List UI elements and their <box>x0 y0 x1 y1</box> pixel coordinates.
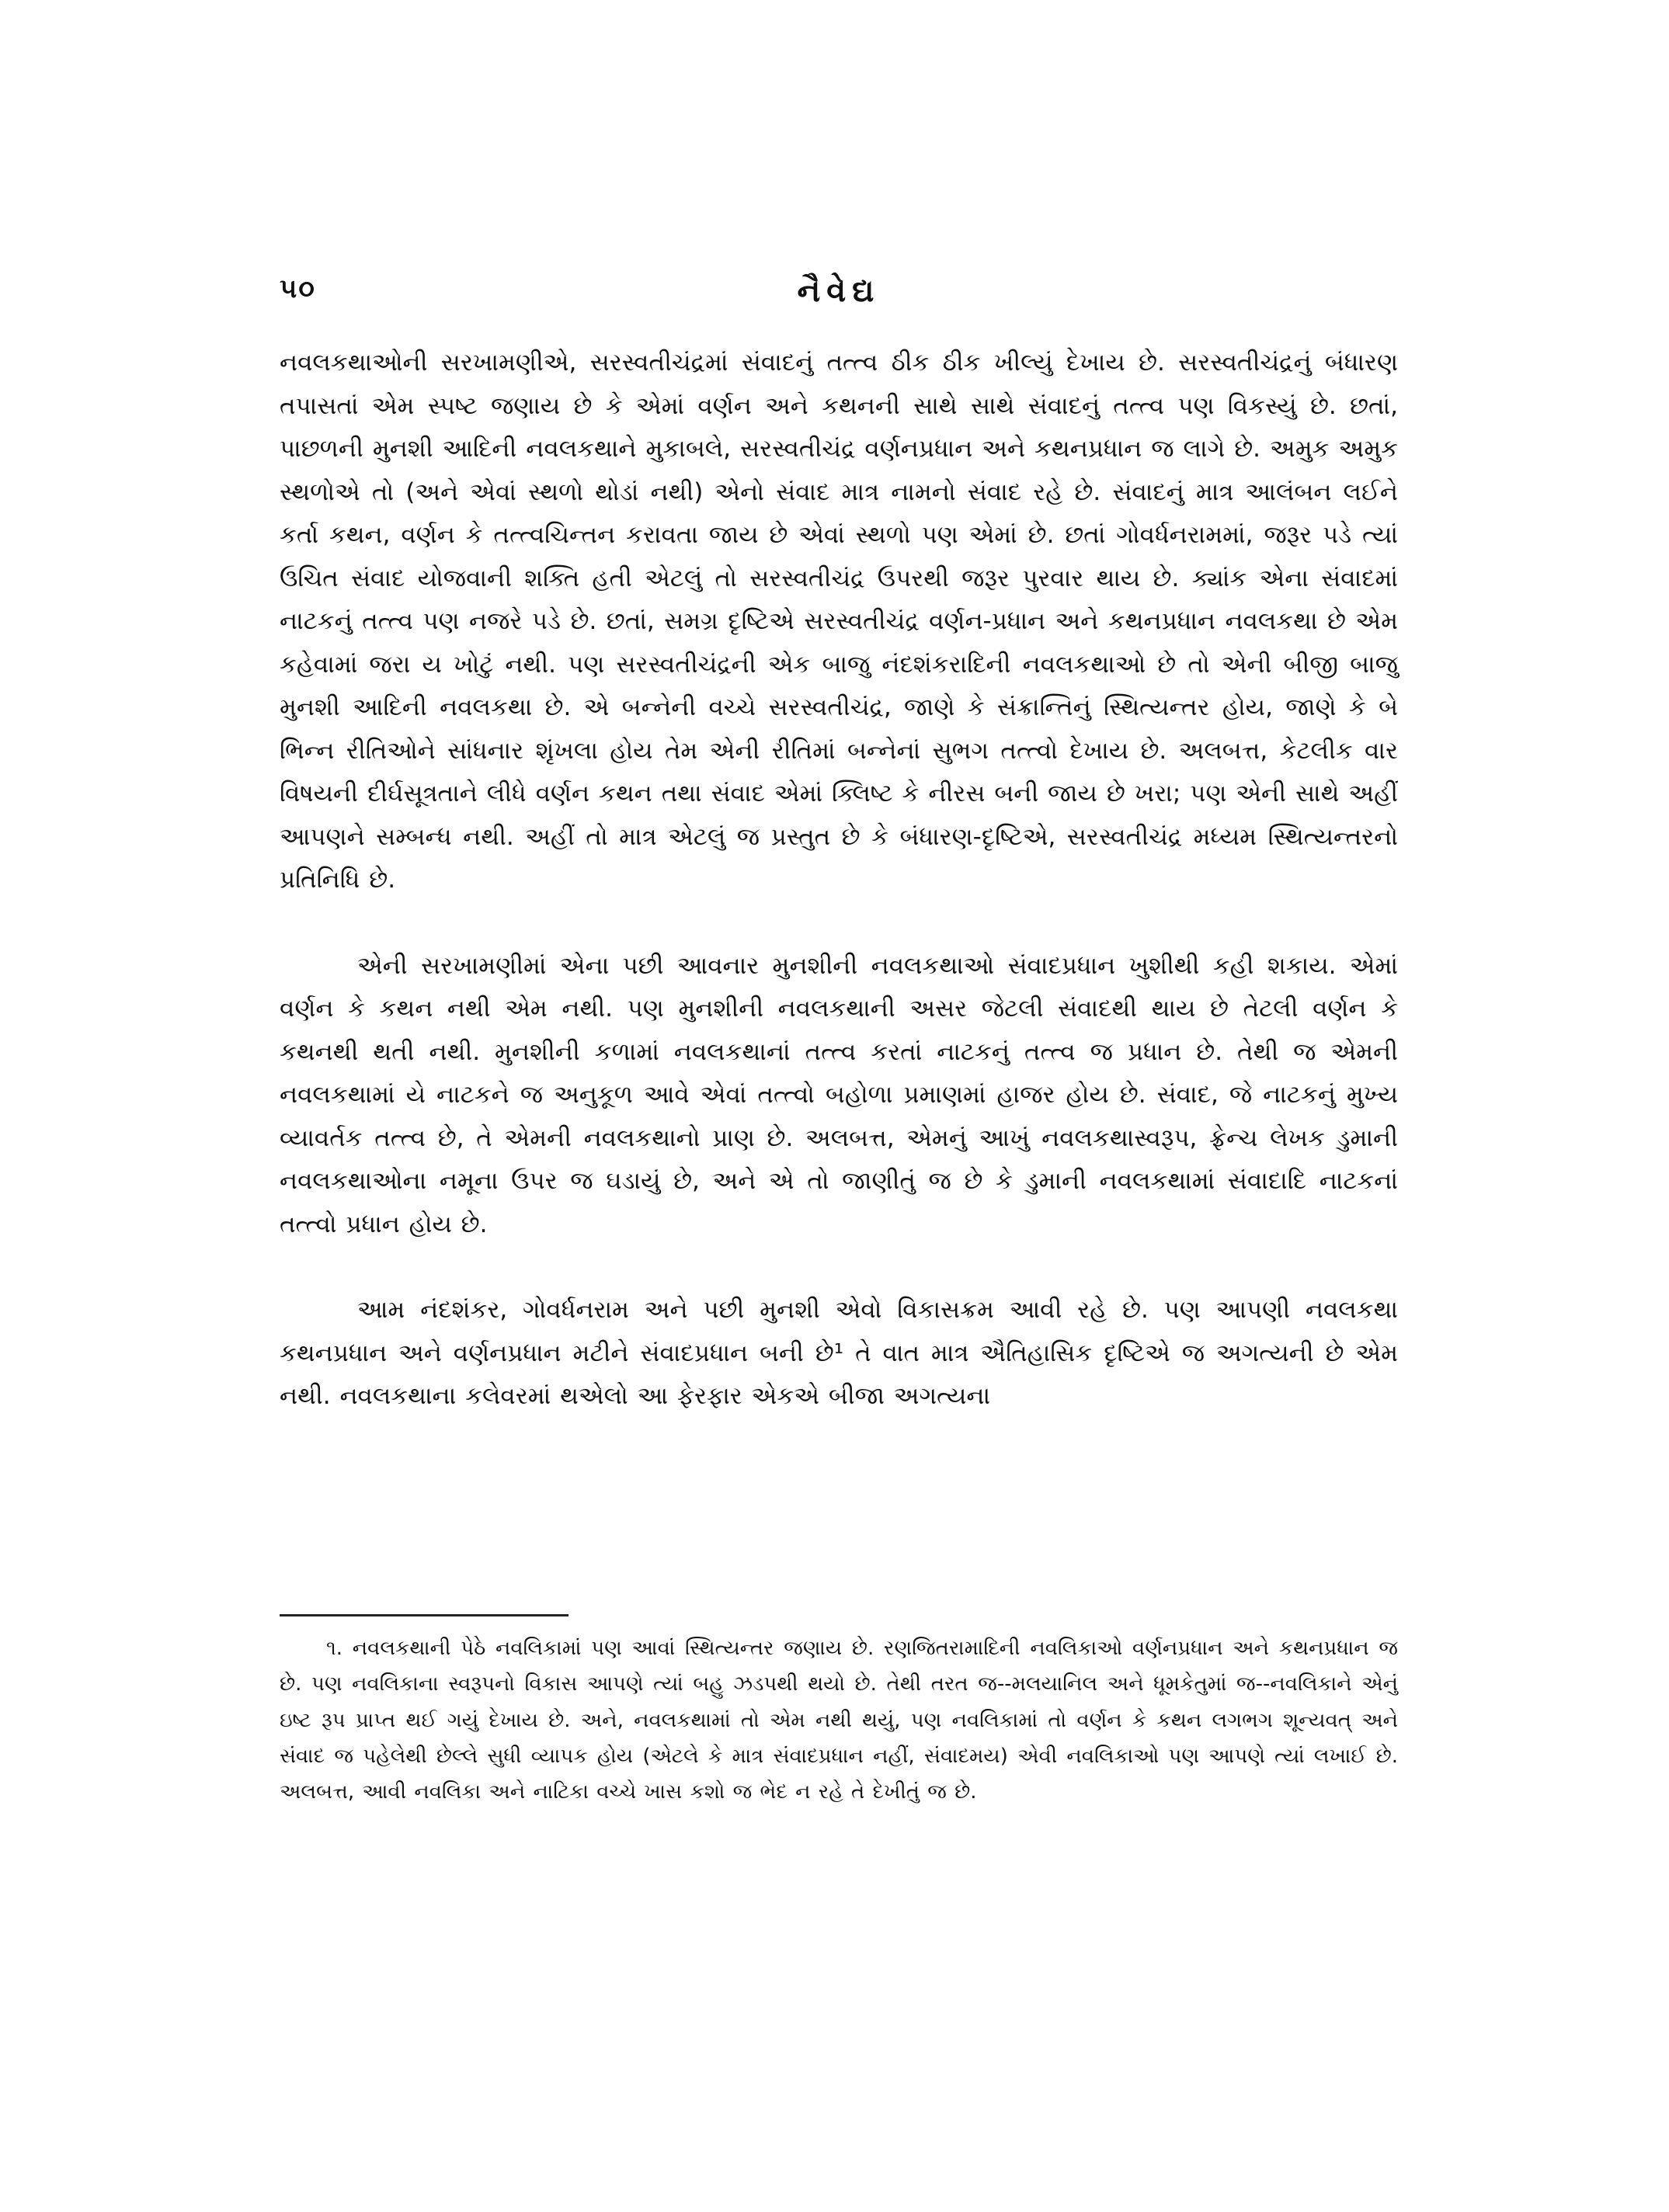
running-title: નૈવેદ્ય <box>797 273 881 309</box>
paragraph-1: નવલકથાઓની સરખામણીએ, સરસ્વતીચંદ્રમાં સંવાદનું તત્ત્વ ઠીક ઠીક ખીલ્યું દેખાય છે. સરસ્વતીચંદ્રનું બંધારણ તપાસતાં એમ સ્પષ્ટ જણાય છે કે એમાં વર્ણન અને કથનની સાથે સાથે સંવાદનું તત્ત્વ પણ વિકસ્યું છે. છતાં, પાછળની મુનશી આદિની નવલકથાને મુકાબલે, સરસ્વતીચંદ્ર વર્ણનપ્રધાન અને કથનપ્રધાન જ લાગે છે. અમુક અમુક સ્થળોએ તો (અને એવાં સ્થળો થોડાં નથી) એનો સંવાદ માત્ર નામનો સંવાદ રહે છે. સંવાદનું માત્ર આલંબન લઈને કર્તા કથન, વર્ણન કે તત્ત્વચિન્તન કરાવતા જાય છે એવાં સ્થળો પણ એમાં છે. છતાં ગોવર્ધનરામમાં, જરૂર પડે ત્યાં ઉચિત સંવાદ યોજવાની શક્તિ હતી એટલું તો સરસ્વતીચંદ્ર ઉપરથી જરૂર પુરવાર થાય છે. ક્યાંક એના સંવાદમાં નાટકનું તત્ત્વ પણ નજરે પડે છે. છતાં, સમગ્ર દૃષ્ટિએ સરસ્વતીચંદ્ર વર્ણન-પ્રધાન અને કથનપ્રધાન નવલકથા છે એમ કહેવામાં જરા ય ખોટું નથી. પણ સરસ્વતીચંદ્રની એક બાજુ નંદશંકરાદિની નવલકથાઓ છે તો એની બીજી બાજુ મુનશી આદિની નવલકથા છે. એ બન્નેની વચ્ચે સરસ્વતીચંદ્ર, જાણે કે સંક્રાન્તિનું સ્થિત્યન્તર હોય, જાણે કે બે ભિન્ન રીતિઓને સાંધનાર શૃંખલા હોય તેમ એની રીતિમાં બન્નેનાં સુભગ તત્ત્વો દેખાય છે. અલબત્ત, કેટલીક વાર વિષયની દીર્ઘસૂત્રતાને લીધે વર્ણન કથન તથા સંવાદ એમાં ક્લિષ્ટ કે નીરસ બની જાય છે ખરા; પણ એની સાથે અહીં આપણને સમ્બન્ધ નથી. અહીં તો માત્ર એટલું જ પ્રસ્તુત છે કે બંધારણ-દૃષ્ટિએ, સરસ્વતીચંદ્ર મધ્યમ સ્થિત્યન્તરનો પ્રતિનિધિ છે. <box>280 349 1398 894</box>
paragraph-2: એની સરખામણીમાં એના પછી આવનાર મુનશીની નવલકથાઓ સંવાદપ્રધાન ખુશીથી કહી શકાય. એમાં વર્ણન કે કથન નથી એમ નથી. પણ મુનશીની નવલકથાની અસર જેટલી સંવાદથી થાય છે તેટલી વર્ણન કે કથનથી થતી નથી. મુનશીની કળામાં નવલકથાનાં તત્ત્વ કરતાં નાટકનું તત્ત્વ જ પ્રધાન છે. તેથી જ એમની નવલકથામાં યે નાટકને જ અનુકૂળ આવે એવાં તત્ત્વો બહોળા પ્રમાણમાં હાજર હોય છે. સંવાદ, જે નાટકનું મુખ્ય વ્યાવર્તક તત્ત્વ છે, તે એમની નવલકથાનો પ્રાણ છે. અલબત્ત, એમનું આખું નવલકથાસ્વરૂપ, ફ્રેન્ચ લેખક ડુમાની નવલકથાઓના નમૂના ઉપર જ ઘડાયું છે, અને એ તો જાણીતું જ છે કે ડુમાની નવલકથામાં સંવાદાદિ નાટકનાં તત્ત્વો પ્રધાન હોય છે. <box>280 951 1398 1238</box>
footnote-divider <box>280 1614 569 1616</box>
page-header <box>280 273 1398 320</box>
page-number: ૫૦ <box>280 273 316 304</box>
main-text <box>280 342 1398 1419</box>
paragraph-3: આમ નંદશંકર, ગોવર્ધનરામ અને પછી મુનશી એવો વિકાસક્રમ આવી રહે છે. પણ આપણી નવલકથા કથનપ્રધાન અને વર્ણનપ્રધાન મટીને સંવાદપ્રધાન બની છે¹ તે વાત માત્ર ઐતિહાસિક દૃષ્ટિએ જ અગત્યની છે એમ નથી. નવલકથાના કલેવરમાં થએલો આ ફેરફાર એકએ બીજા અગત્યના <box>280 1296 1398 1410</box>
footnote: ૧. નવલકથાની પેઠે નવલિકામાં પણ આવાં સ્થિત્યન્તર જણાય છે. રણજિતરામાદિની નવલિકાઓ વર્ણનપ્રધાન અને કથનપ્રધાન જ છે. પણ નવલિકાના સ્વરૂપનો વિકાસ આપણે ત્યાં બહુ ઝડપથી થયો છે. તેથી તરત જ--મલયાનિલ અને ધૂમકેતુમાં જ--નવલિકાને એનું ઇષ્ટ રૂપ પ્રાપ્ત થઈ ગયું દેખાય છે. અને, નવલકથામાં તો એમ નથી થયું, પણ નવલિકામાં તો વર્ણન કે કથન લગભગ શૂન્યવત્ અને સંવાદ જ પહેલેથી છેલ્લે સુધી વ્યાપક હોય (એટલે કે માત્ર સંવાદપ્રધાન નહીં, સંવાદમય) એવી નવલિકાઓ પણ આપણે ત્યાં લખાઈ છે. અલબત્ત, આવી નવલિકા અને નાટિકા વચ્ચે ખાસ કશો જ ભેદ ન રહે તે દેખીતું જ છે. <box>280 1637 1398 1804</box>
